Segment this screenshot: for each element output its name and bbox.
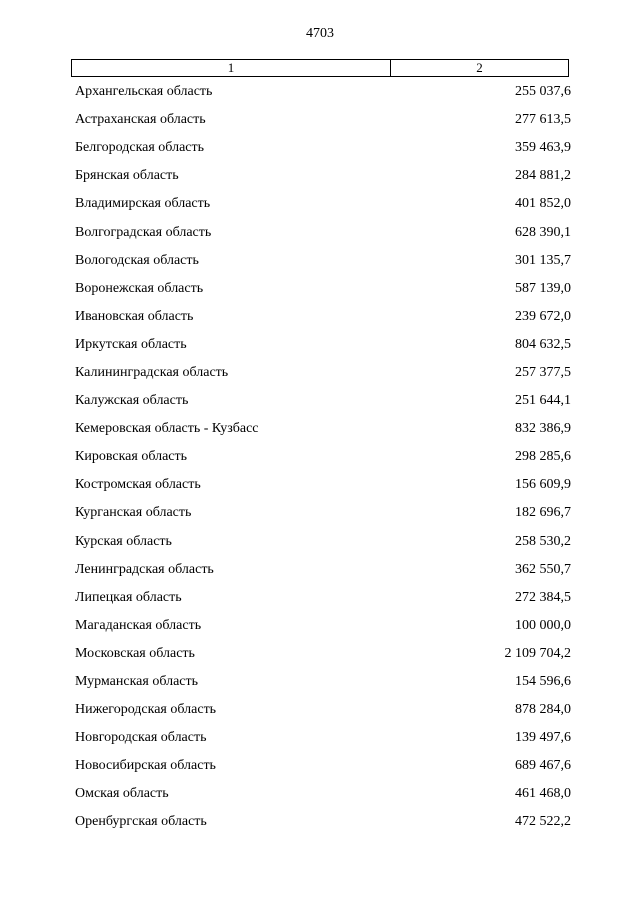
table-row	[75, 780, 571, 808]
region-value: 182 696,7	[515, 505, 571, 521]
region-name: Брянская область	[75, 168, 179, 184]
table-row	[75, 415, 571, 443]
region-value: 628 390,1	[515, 224, 571, 240]
region-name: Волгоградская область	[75, 224, 212, 240]
table-row	[75, 162, 571, 190]
region-value: 156 609,9	[515, 477, 571, 493]
table-row	[75, 331, 571, 359]
region-value: 804 632,5	[515, 336, 571, 352]
region-name: Иркутская область	[75, 336, 187, 352]
table-row	[75, 275, 571, 303]
table-row	[75, 752, 571, 780]
region-value: 257 377,5	[515, 364, 571, 380]
region-value: 154 596,6	[515, 674, 571, 690]
region-value: 251 644,1	[515, 393, 571, 409]
region-value: 359 463,9	[515, 140, 571, 156]
table-row	[75, 556, 571, 584]
region-name: Архангельская область	[75, 84, 213, 100]
region-name: Мурманская область	[75, 674, 199, 690]
region-name: Магаданская область	[75, 617, 202, 633]
table-row	[75, 247, 571, 275]
table-row	[75, 359, 571, 387]
table-row	[75, 106, 571, 134]
region-name: Кировская область	[75, 449, 188, 465]
region-name: Ивановская область	[75, 308, 194, 324]
region-value: 689 467,6	[515, 758, 571, 774]
region-value: 277 613,5	[515, 112, 571, 128]
region-name: Нижегородская область	[75, 702, 217, 718]
region-name: Ленинградская область	[75, 561, 214, 577]
header-col-2: 2	[391, 60, 569, 77]
region-value: 139 497,6	[515, 730, 571, 746]
table-row	[75, 303, 571, 331]
table-row	[75, 528, 571, 556]
region-value: 832 386,9	[515, 421, 571, 437]
table-row	[75, 218, 571, 246]
table-row	[75, 696, 571, 724]
region-name: Новгородская область	[75, 730, 207, 746]
region-name: Владимирская область	[75, 196, 211, 212]
region-value: 2 109 704,2	[504, 645, 571, 661]
table-row	[75, 584, 571, 612]
table-row	[75, 387, 571, 415]
region-value: 272 384,5	[515, 589, 571, 605]
table-row	[75, 471, 571, 499]
table-row	[75, 808, 571, 836]
region-name: Кемеровская область - Кузбасс	[75, 421, 259, 437]
region-value: 298 285,6	[515, 449, 571, 465]
region-name: Астраханская область	[75, 112, 206, 128]
header-row	[72, 60, 569, 77]
region-name: Белгородская область	[75, 140, 205, 156]
table-body	[75, 78, 571, 837]
table-row	[75, 612, 571, 640]
region-value: 100 000,0	[515, 617, 571, 633]
region-value: 461 468,0	[515, 786, 571, 802]
region-value: 258 530,2	[515, 533, 571, 549]
table-row	[75, 134, 571, 162]
region-value: 362 550,7	[515, 561, 571, 577]
region-value: 239 672,0	[515, 308, 571, 324]
table-header	[71, 59, 569, 77]
region-value: 301 135,7	[515, 252, 571, 268]
table-row	[75, 668, 571, 696]
region-name: Вологодская область	[75, 252, 199, 268]
region-value: 587 139,0	[515, 280, 571, 296]
region-name: Новосибирская область	[75, 758, 216, 774]
region-name: Омская область	[75, 786, 169, 802]
region-name: Московская область	[75, 645, 195, 661]
region-name: Курская область	[75, 533, 172, 549]
region-value: 878 284,0	[515, 702, 571, 718]
region-name: Костромская область	[75, 477, 201, 493]
region-name: Воронежская область	[75, 280, 204, 296]
table-row	[75, 499, 571, 527]
region-value: 472 522,2	[515, 814, 571, 830]
header-col-1: 1	[72, 60, 391, 77]
region-name: Курганская область	[75, 505, 192, 521]
table-row	[75, 443, 571, 471]
table-row	[75, 190, 571, 218]
region-name: Оренбургская область	[75, 814, 207, 830]
region-value: 284 881,2	[515, 168, 571, 184]
region-value: 255 037,6	[515, 84, 571, 100]
region-name: Калужская область	[75, 393, 189, 409]
table-row	[75, 640, 571, 668]
page-number: 4703	[306, 26, 334, 41]
table-row	[75, 78, 571, 106]
region-name: Калининградская область	[75, 364, 229, 380]
table-row	[75, 724, 571, 752]
region-value: 401 852,0	[515, 196, 571, 212]
region-name: Липецкая область	[75, 589, 182, 605]
